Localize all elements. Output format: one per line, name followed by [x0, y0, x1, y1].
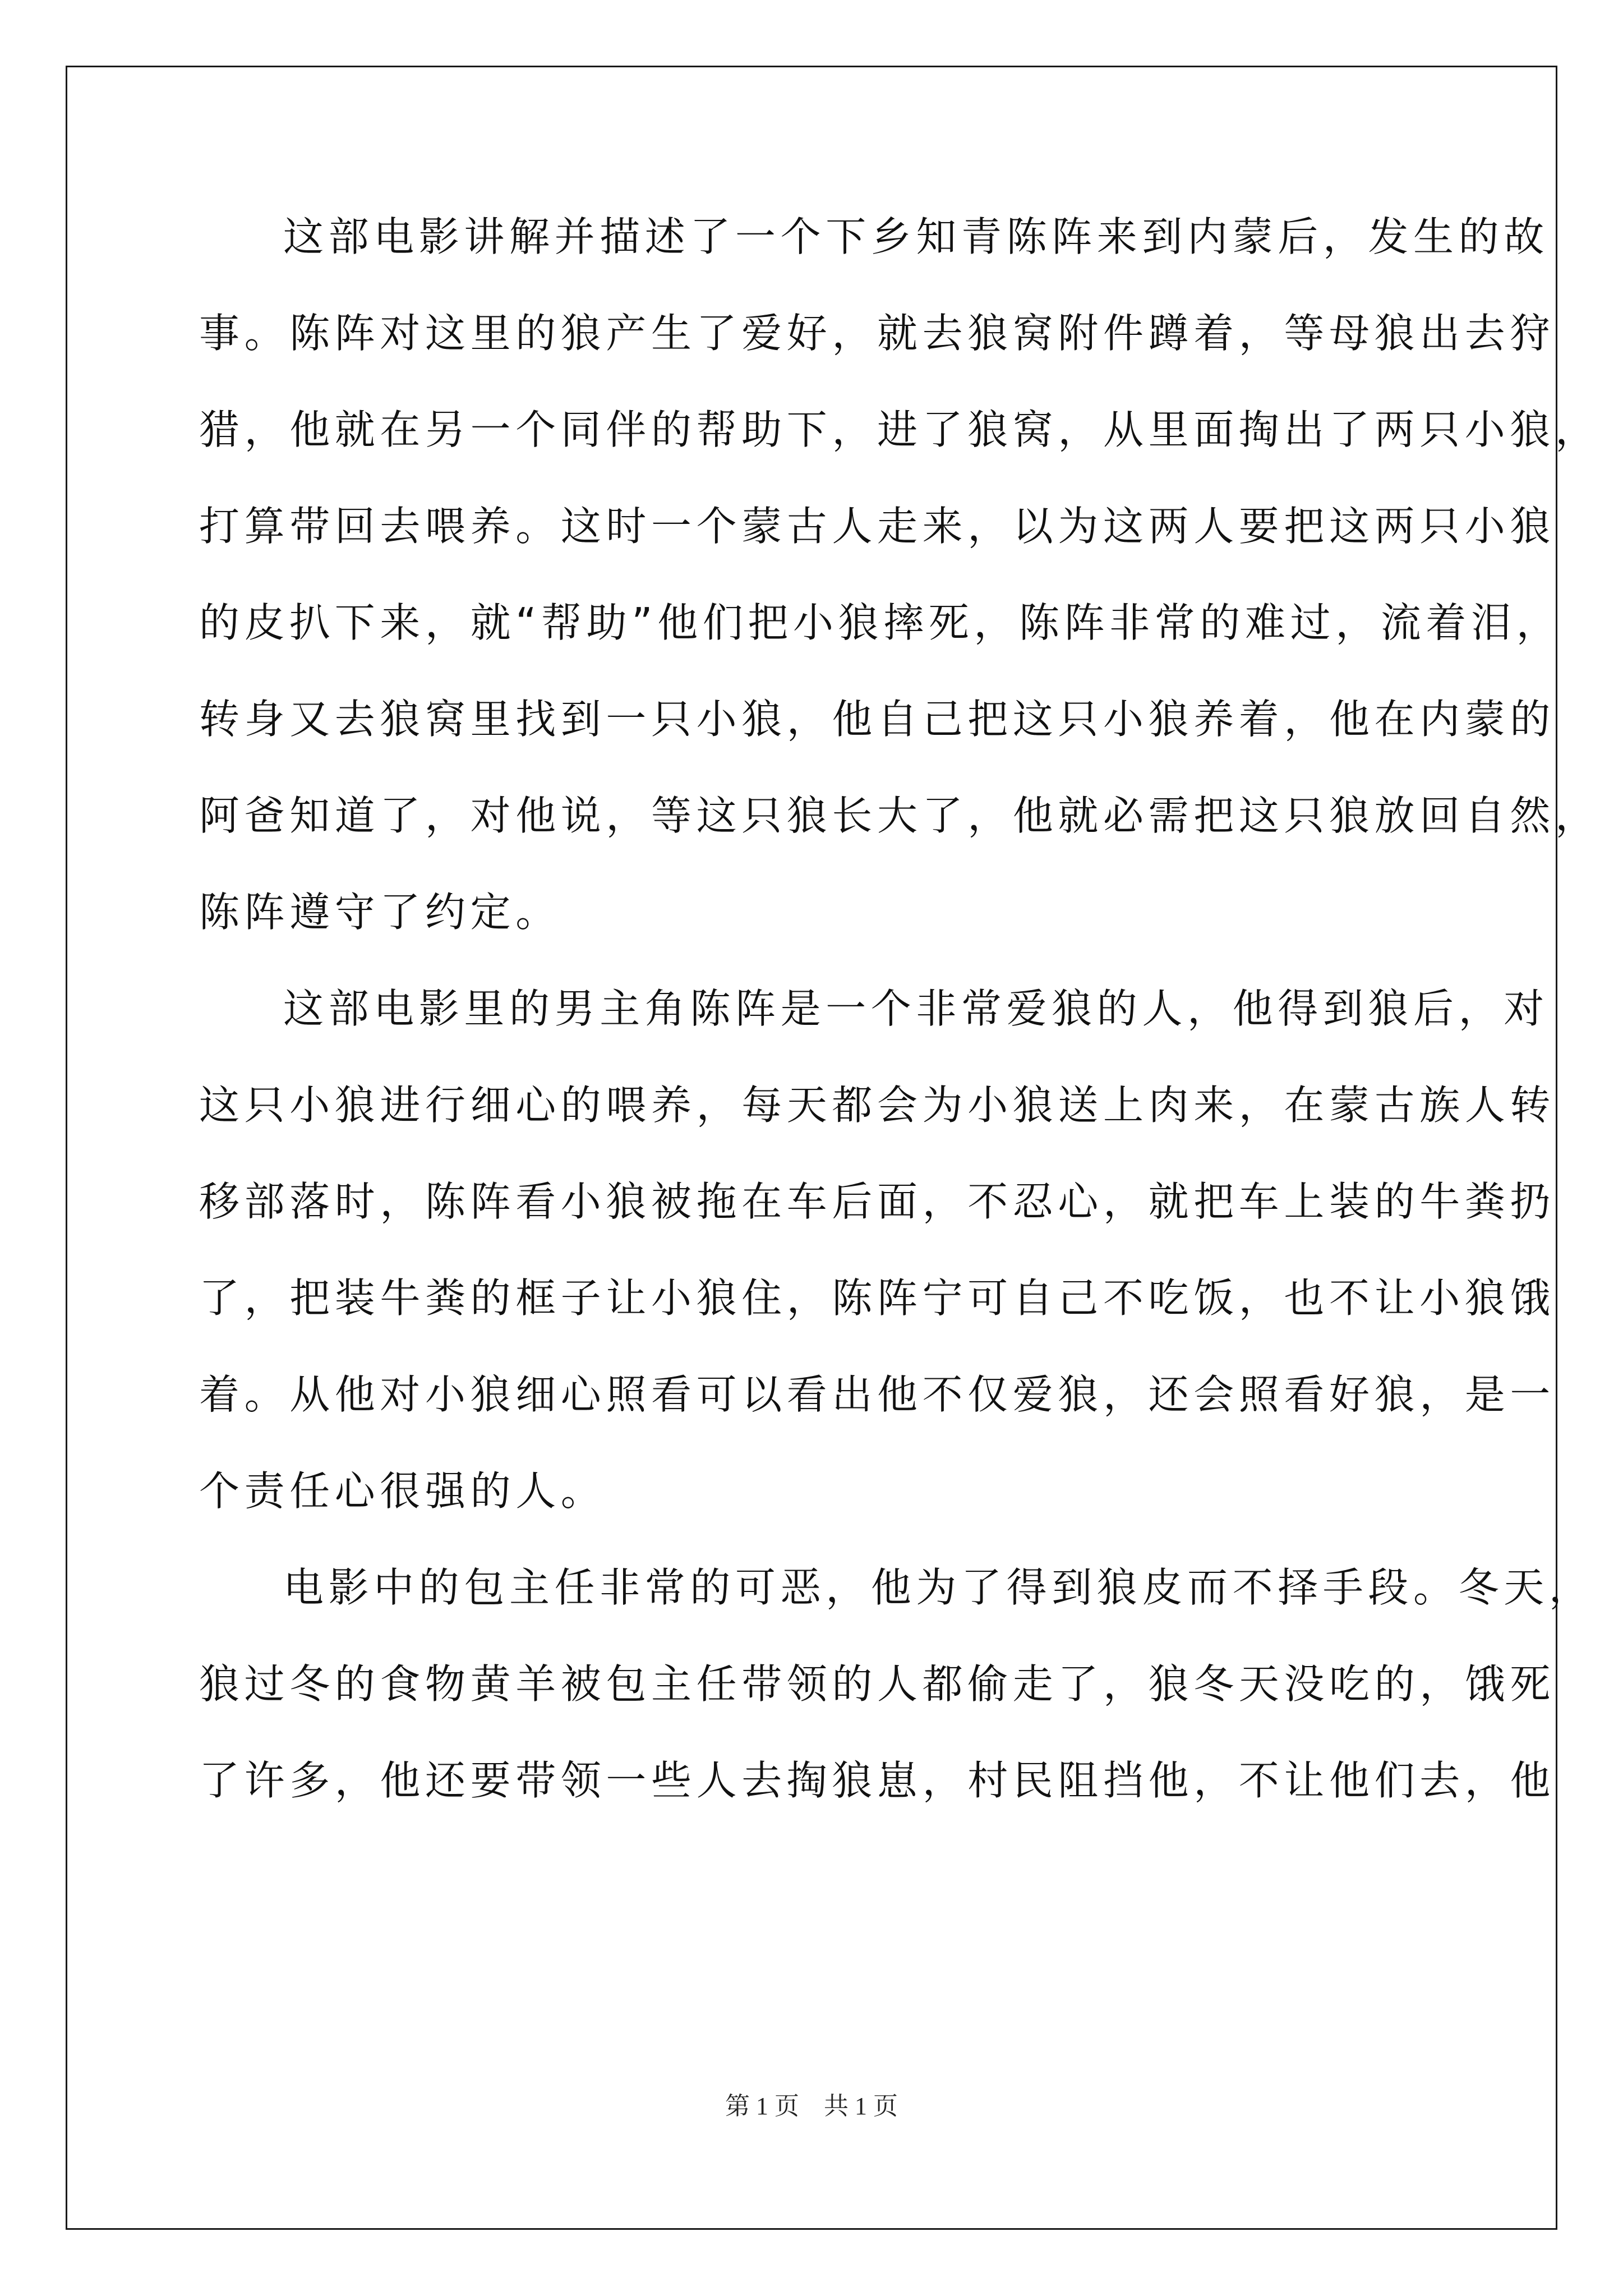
text-line: 移部落时，陈阵看小狼被拖在车后面，不忍心，就把车上装的牛粪扔 [199, 1178, 1556, 1225]
text-line: 狼过冬的食物黄羊被包主任带领的人都偷走了，狼冬天没吃的，饿死 [199, 1660, 1556, 1708]
text-line: 猎，他就在另一个同伴的帮助下，进了狼窝，从里面掏出了两只小狼， [199, 406, 1601, 453]
text-line: 这部电影里的男主角陈阵是一个非常爱狼的人，他得到狼后，对 [283, 985, 1549, 1032]
text-line: 阿爸知道了，对他说，等这只狼长大了，他就必需把这只狼放回自然， [199, 792, 1601, 839]
text-line: 个责任心很强的人。 [199, 1467, 606, 1515]
text-line: 转身又去狼窝里找到一只小狼，他自己把这只小狼养着，他在内蒙的 [199, 696, 1556, 743]
text-line: 电影中的包主任非常的可恶，他为了得到狼皮而不择手段。冬天， [283, 1564, 1594, 1611]
text-line: 这只小狼进行细心的喂养，每天都会为小狼送上肉来，在蒙古族人转 [199, 1082, 1556, 1129]
text-line: 这部电影讲解并描述了一个下乡知青陈阵来到内蒙后，发生的故 [283, 213, 1549, 260]
text-line: 事。陈阵对这里的狼产生了爱好，就去狼窝附件蹲着，等母狼出去狩 [199, 310, 1556, 357]
text-line: 打算带回去喂养。这时一个蒙古人走来，以为这两人要把这两只小狼 [199, 503, 1556, 550]
text-line: 陈阵遵守了约定。 [199, 889, 561, 936]
text-line: 着。从他对小狼细心照看可以看出他不仅爱狼，还会照看好狼，是一 [199, 1371, 1556, 1418]
page-number-footer: 第 1 页 共 1 页 [725, 2092, 898, 2120]
document-body [199, 213, 1601, 1853]
text-line: 了许多，他还要带领一些人去掏狼崽，村民阻挡他，不让他们去，他 [199, 1757, 1556, 1804]
text-line: 了，把装牛粪的框子让小狼住，陈阵宁可自己不吃饭，也不让小狼饿 [199, 1274, 1556, 1322]
text-line: 的皮扒下来，就“帮助”他们把小狼摔死，陈阵非常的难过，流着泪， [199, 599, 1562, 646]
